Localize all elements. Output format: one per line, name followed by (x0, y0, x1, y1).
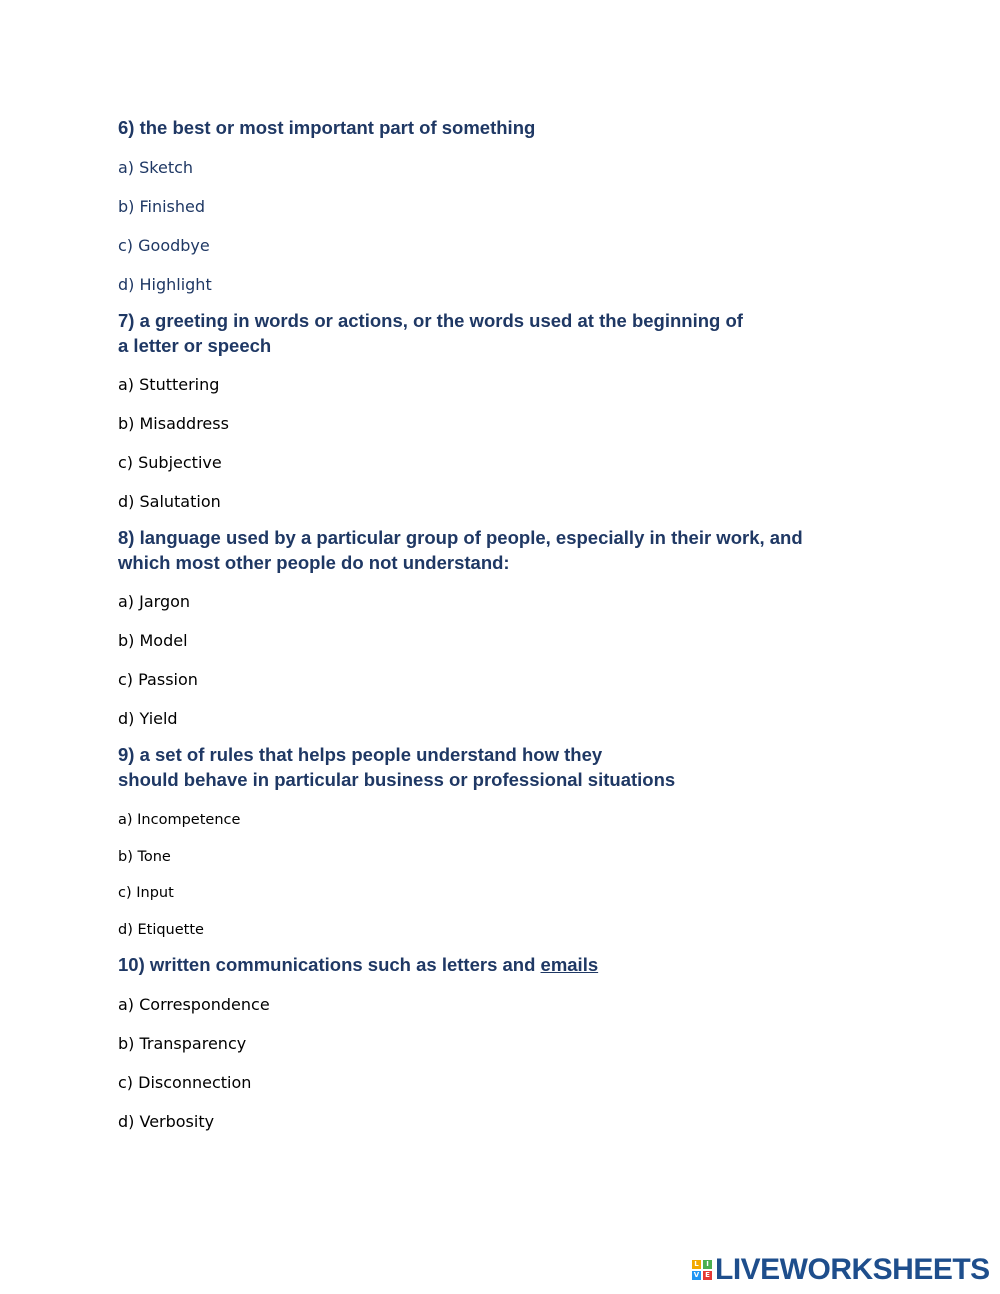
logo-blocks-icon (692, 1260, 712, 1280)
question-6-option-c[interactable]: c) Goodbye (118, 236, 210, 255)
question-8-line-1: 8) language used by a particular group of people, especially in their work, and (118, 527, 803, 548)
question-10-prompt (118, 953, 598, 978)
question-8-option-b[interactable]: b) Model (118, 631, 188, 650)
question-10-underlined-word: emails (540, 954, 599, 975)
liveworksheets-logo (692, 1254, 990, 1286)
question-7-line-1: 7) a greeting in words or actions, or the words used at the beginning of (118, 310, 743, 331)
logo-block-v: V (693, 1271, 700, 1279)
question-10-text: 10) written communications such as letters and (118, 954, 541, 975)
question-9-prompt (118, 743, 675, 792)
question-6-option-b[interactable]: b) Finished (118, 197, 206, 216)
logo-block-i: I (703, 1260, 712, 1269)
question-10-option-d[interactable]: d) Verbosity (118, 1112, 215, 1131)
question-9-line-2: should behave in particular business or professional situations (118, 768, 676, 790)
question-6-option-d[interactable]: d) Highlight (118, 275, 212, 294)
question-7-option-c[interactable]: c) Subjective (118, 453, 222, 472)
question-7-line-2: a letter or speech (118, 334, 272, 356)
logo-text: LIVEWORKSHEETS (715, 1253, 990, 1286)
question-8-option-c[interactable]: c) Passion (118, 670, 198, 689)
question-8-option-d[interactable]: d) Yield (118, 709, 178, 728)
logo-block-l: L (692, 1260, 701, 1269)
question-9-line-1: 9) a set of rules that helps people understand how they (118, 744, 603, 765)
logo-block-e: E (703, 1271, 712, 1280)
question-9-option-d[interactable]: d) Etiquette (118, 922, 204, 938)
question-7-option-b[interactable]: b) Misaddress (118, 414, 229, 433)
question-10-option-b[interactable]: b) Transparency (118, 1034, 247, 1053)
question-9-option-b[interactable]: b) Tone (118, 849, 171, 865)
question-6-prompt: 6) the best or most important part of something (118, 117, 536, 138)
question-9-option-c[interactable]: c) Input (118, 885, 174, 901)
question-6-option-a[interactable]: a) Sketch (118, 158, 194, 177)
question-7-option-d[interactable]: d) Salutation (118, 492, 221, 511)
question-8-line-2: which most other people do not understand: (118, 551, 510, 573)
question-7-option-a[interactable]: a) Stuttering (118, 375, 220, 394)
question-8-prompt (118, 526, 803, 575)
question-10-option-a[interactable]: a) Correspondence (118, 995, 270, 1014)
question-9-option-a[interactable]: a) Incompetence (118, 812, 241, 828)
question-10-option-c[interactable]: c) Disconnection (118, 1073, 252, 1092)
question-8-option-a[interactable]: a) Jargon (118, 592, 191, 611)
question-7-prompt (118, 309, 743, 358)
